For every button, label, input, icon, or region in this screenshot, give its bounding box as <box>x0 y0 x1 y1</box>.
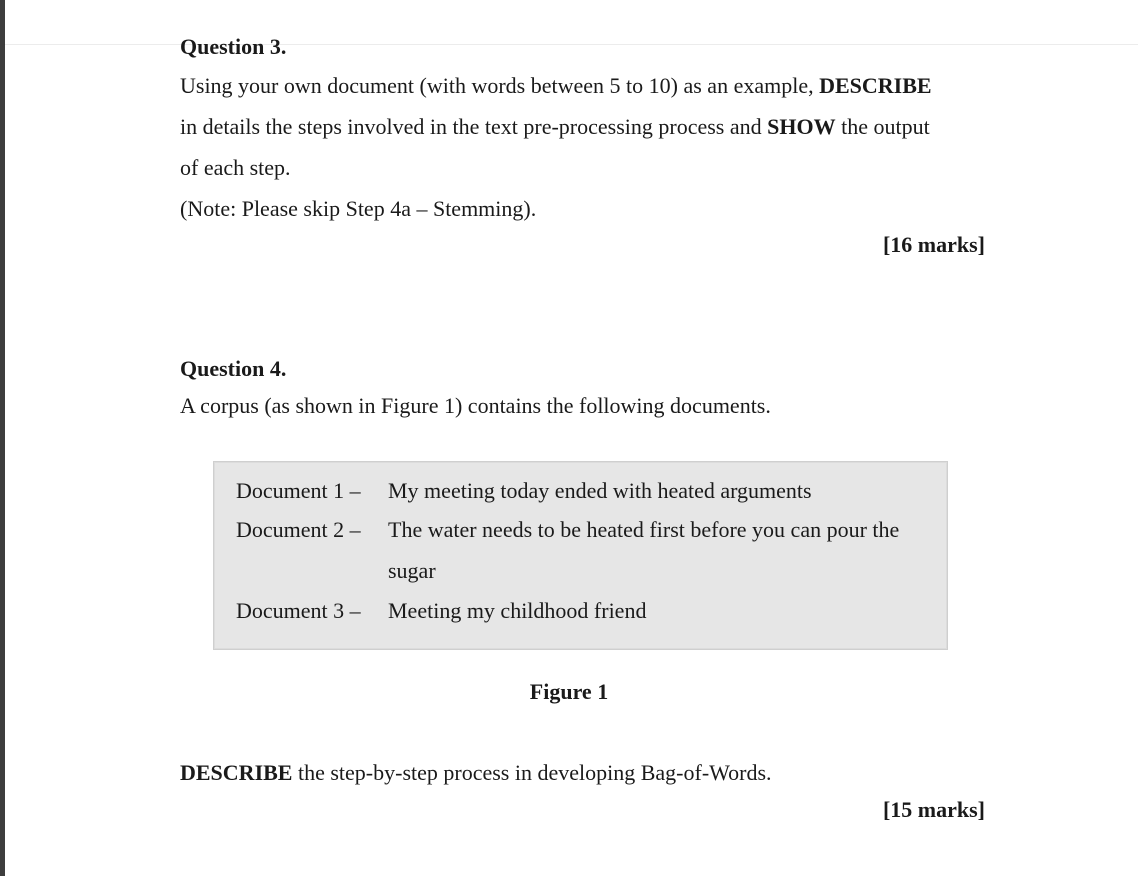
question-4-marks: [15 marks] <box>882 797 985 822</box>
q4-describe-keyword: DESCRIBE <box>180 760 293 785</box>
q3-line2-text: in details the steps involved in the text pre-processing process and <box>180 114 768 139</box>
document-label: Document 3 – <box>236 598 361 623</box>
document-1-row <box>236 471 812 511</box>
question-4 <box>180 356 985 443</box>
document-2-continuation: sugar <box>388 558 436 583</box>
figure-1-box <box>213 461 948 650</box>
document-label: Document 1 – <box>236 478 361 503</box>
q3-line3-text: of each step. <box>180 155 291 180</box>
question-3-body <box>180 65 985 229</box>
question-3 <box>180 34 985 259</box>
question-3-marks: [16 marks] <box>882 232 985 257</box>
document-3-row <box>236 591 646 631</box>
q3-describe-keyword: DESCRIBE <box>819 73 932 98</box>
document-label: Document 2 – <box>236 517 361 542</box>
figure-caption: Figure 1 <box>529 679 609 704</box>
q3-line1-text: Using your own document (with words between 5 to 10) as an example, <box>180 73 820 98</box>
document-text: My meeting today ended with heated arguments <box>388 478 812 503</box>
question-4-task <box>180 759 772 787</box>
question-4-title: Question 4. <box>180 356 287 381</box>
q3-line2-suffix: the output <box>835 114 930 139</box>
document-2-row <box>236 510 899 550</box>
question-4-intro: A corpus (as shown in Figure 1) contains the following documents. <box>180 393 771 418</box>
q3-show-keyword: SHOW <box>767 114 836 139</box>
q3-note: (Note: Please skip Step 4a – Stemming). <box>180 196 537 221</box>
document-text: The water needs to be heated first before you can pour the <box>388 517 900 542</box>
q4-task-text: the step-by-step process in developing Bag-of-Words. <box>292 760 772 785</box>
question-3-title: Question 3. <box>180 34 287 59</box>
window-edge <box>0 0 5 876</box>
document-text: Meeting my childhood friend <box>388 598 647 623</box>
